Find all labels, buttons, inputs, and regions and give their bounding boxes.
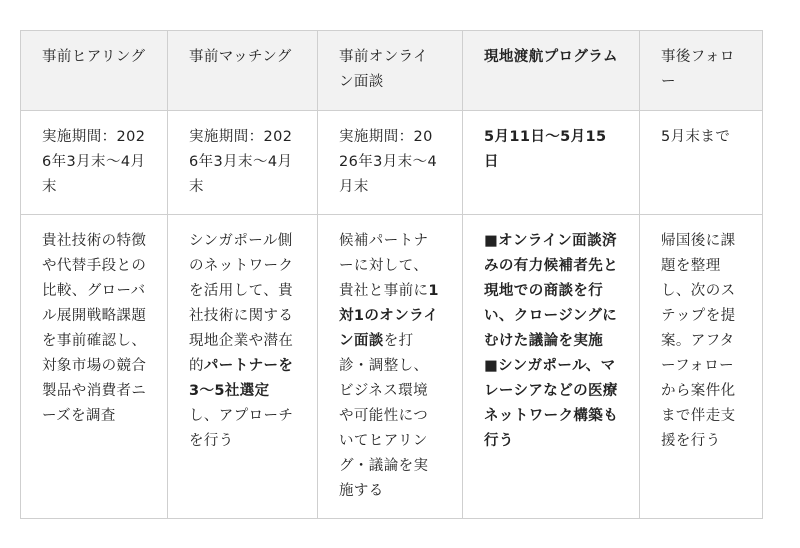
- detail-emphasis: パートナーを3〜5社選定: [189, 358, 294, 399]
- detail-emphasis: 1対1のオンライン面談: [339, 283, 439, 349]
- detail-follow-up: [640, 215, 763, 519]
- period-pre-online-meeting: 実施期間：2026年3月末〜4月末: [318, 111, 463, 215]
- detail-text: 貴社技術の特徴や代替手段との比較、グローバル展開戦略課題を事前確認し、対象市場の競合製品や消費者ニーズを調査: [42, 233, 147, 424]
- header-follow-up: 事後フォロー: [640, 31, 763, 111]
- detail-line: ■オンライン面談済みの有力候補者先と現地での商談を行い、クロージングにむけた議論を実施: [484, 233, 619, 349]
- detail-text: 候補パートナーに対して、貴社と事前に: [339, 233, 429, 299]
- detail-text: し、アプローチを行う: [189, 408, 294, 449]
- period-row: [21, 111, 763, 215]
- header-onsite-program: 現地渡航プログラム: [463, 31, 640, 111]
- detail-row: [21, 215, 763, 519]
- detail-onsite-program: [463, 215, 640, 519]
- period-pre-hearing: 実施期間：2026年3月末〜4月末: [21, 111, 168, 215]
- program-schedule-table: [20, 30, 763, 519]
- period-follow-up: 5月末まで: [640, 111, 763, 215]
- header-pre-matching: 事前マッチング: [168, 31, 318, 111]
- header-pre-online-meeting: 事前オンライン面談: [318, 31, 463, 111]
- detail-text: を打診・調整し、ビジネス環境や可能性についてヒアリング・議論を実施する: [339, 333, 429, 499]
- header-pre-hearing: 事前ヒアリング: [21, 31, 168, 111]
- period-pre-matching: 実施期間：2026年3月末〜4月末: [168, 111, 318, 215]
- detail-text: 帰国後に課題を整理し、次のステップを提案。アフターフォローから案件化まで伴走支援を行う: [661, 233, 736, 449]
- detail-pre-matching: [168, 215, 318, 519]
- detail-pre-online-meeting: [318, 215, 463, 519]
- header-row: [21, 31, 763, 111]
- detail-pre-hearing: [21, 215, 168, 519]
- detail-text: シンガポール側のネットワークを活用して、貴社技術に関する現地企業や潜在的: [189, 233, 294, 374]
- period-onsite-program: 5月11日〜5月15日: [463, 111, 640, 215]
- detail-line: ■シンガポール、マレーシアなどの医療ネットワーク構築も行う: [484, 358, 619, 449]
